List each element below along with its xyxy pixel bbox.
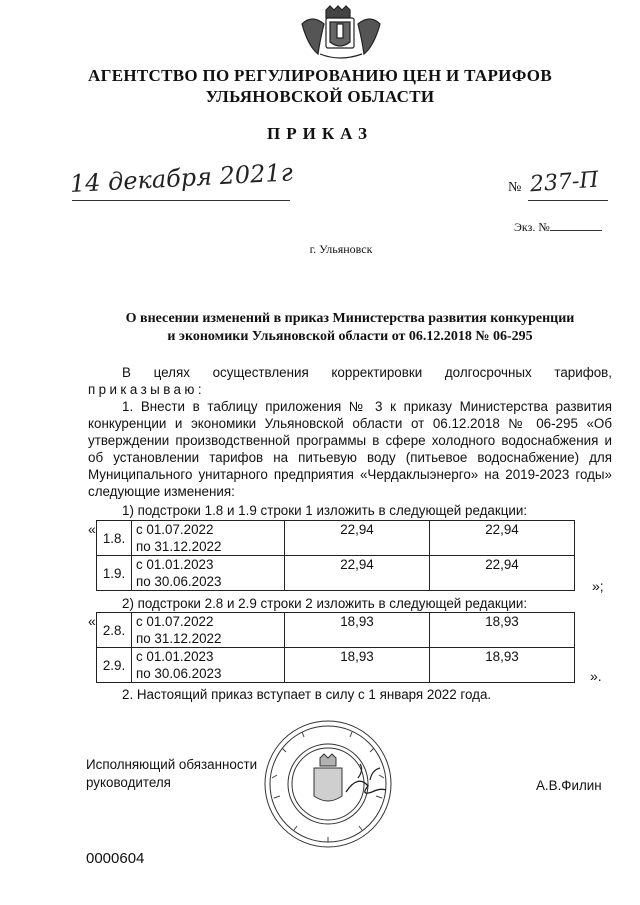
agency-name-line1: АГЕНТСТВО ПО РЕГУЛИРОВАНИЮ ЦЕН И ТАРИФОВ	[88, 66, 552, 85]
number-sign: №	[508, 180, 522, 195]
subject-line2: и экономики Ульяновской области от 06.12.2018 № 06-295	[167, 329, 533, 344]
position-line2: руководителя	[86, 775, 171, 790]
subject-line1: О внесении изменений в приказ Министерства развития конкуренции	[125, 311, 575, 326]
handwritten-number: 237-П	[529, 167, 600, 198]
period-to: по 31.12.2022	[136, 539, 222, 554]
period-to: по 30.06.2023	[136, 574, 222, 589]
signatory-name: А.В.Филин	[536, 778, 602, 793]
table-row	[97, 556, 575, 591]
row-number: 1.9.	[97, 556, 132, 591]
tariff-value: 18,93	[430, 648, 575, 683]
copy-number-blank	[550, 220, 602, 231]
subparagraph-1: 1) подстроки 1.8 и 1.9 строки 1 изложить в следующей редакции:	[122, 503, 528, 518]
paragraph-2: 2. Настоящий приказ вступает в силу с 1 января 2022 года.	[122, 687, 492, 702]
tariff-value: 18,93	[430, 613, 575, 648]
row-number: 2.8.	[97, 613, 132, 648]
tariff-table-1	[96, 520, 575, 591]
table-row	[97, 648, 575, 683]
tariff-value: 18,93	[285, 613, 430, 648]
row-number: 1.8.	[97, 521, 132, 556]
paragraph-1: 1. Внести в таблицу приложения № 3 к приказу Министерства развития конкуренции и экономики Ульяновской области от 06.12.2018 № 06-295 «Об утверждении производственной программы в сфере холодного водоснабжения и об установлении тарифов на питьевую воду (питьевое водоснабжение) для Муниципального унитарного предприятия «Чердаклыэнерго» на 2019-2023 годы» следующие изменения:	[88, 399, 612, 499]
tariff-value: 22,94	[430, 521, 575, 556]
order-word: приказываю:	[88, 382, 205, 397]
document-type: ПРИКАЗ	[267, 124, 373, 143]
position-line1: Исполняющий обязанности	[86, 757, 258, 772]
tariff-value: 22,94	[430, 556, 575, 591]
tariff-value: 22,94	[285, 521, 430, 556]
tariff-value: 18,93	[285, 648, 430, 683]
copy-number	[514, 220, 602, 235]
serial-number: 0000604	[86, 850, 145, 867]
period-to: по 30.06.2023	[136, 666, 222, 681]
row-number: 2.9.	[97, 648, 132, 683]
order-subject	[90, 310, 610, 346]
subparagraph-2: 2) подстроки 2.8 и 2.9 строки 2 изложить в следующей редакции:	[122, 596, 528, 611]
signatory-position	[86, 756, 257, 792]
intro-text: В целях осуществления корректировки долгосрочных тарифов,	[122, 365, 612, 380]
period-from: с 01.01.2023	[136, 649, 214, 664]
open-quote-1: «	[88, 521, 96, 537]
close-quote-2: ».	[590, 668, 602, 684]
close-quote-1: »;	[592, 578, 604, 594]
table-row	[97, 521, 575, 556]
date-underline	[72, 200, 290, 201]
agency-name-line2: УЛЬЯНОВСКОЙ ОБЛАСТИ	[205, 87, 435, 106]
period-cell	[132, 556, 285, 591]
coat-of-arms-icon	[296, 4, 386, 60]
period-to: по 31.12.2022	[136, 631, 222, 646]
number-underline	[528, 200, 608, 201]
official-seal-icon	[262, 718, 394, 850]
period-from: с 01.07.2022	[136, 614, 214, 629]
open-quote-2: «	[88, 613, 96, 629]
tariff-table-2	[96, 612, 575, 683]
period-from: с 01.07.2022	[136, 522, 214, 537]
period-cell	[132, 613, 285, 648]
period-from: с 01.01.2023	[136, 557, 214, 572]
period-cell	[132, 521, 285, 556]
table-row	[97, 613, 575, 648]
period-cell	[132, 648, 285, 683]
city: г. Ульяновск	[309, 242, 373, 256]
tariff-value: 22,94	[285, 556, 430, 591]
handwritten-date: 14 декабря 2021г	[69, 158, 294, 198]
copy-label: Экз. №	[514, 220, 550, 234]
